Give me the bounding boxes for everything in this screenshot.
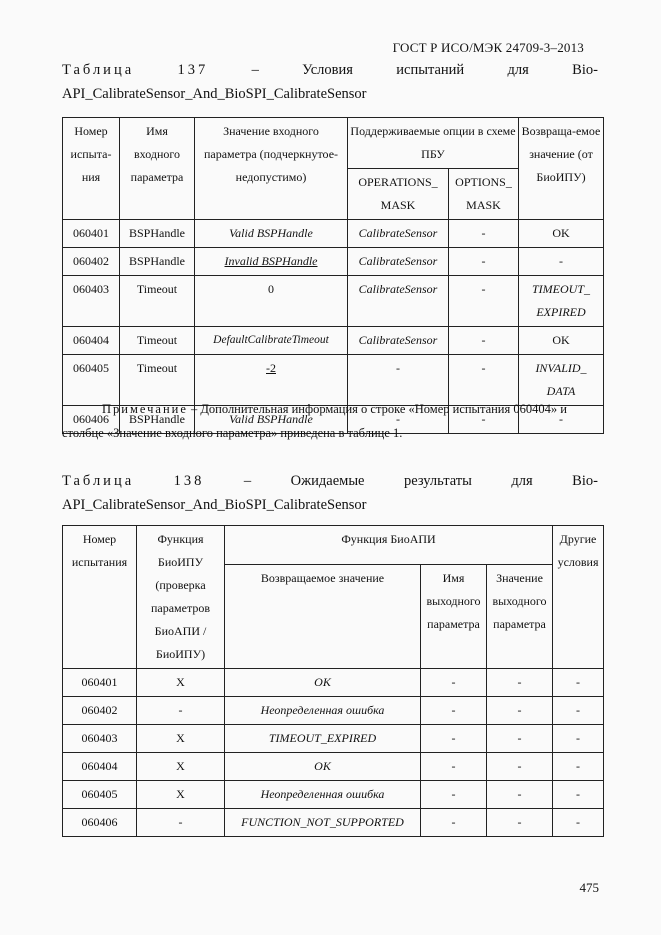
cell-other: - [553,753,604,781]
cell-name: - [421,781,487,809]
cell-name: BSPHandle [120,248,195,276]
cell-no: 060404 [63,327,120,355]
cell-spi: - [137,697,225,725]
cell-spi: X [137,781,225,809]
cell-ret: INVALID_ DATA [519,355,604,406]
caption-line2: API_CalibrateSensor_And_BioSPI_CalibrateSensor [62,86,367,102]
header-spi-func: Функция БиоИПУ (проверка параметров БиоАПИ /БиоИПУ) [137,526,225,669]
header-out-value: Значение выходного параметра [487,565,553,669]
caption-word: для [511,473,533,489]
cell-ops: CalibrateSensor [348,248,449,276]
cell-opt: - [449,355,519,406]
table-row [63,809,604,837]
cell-value: Invalid BSPHandle [195,248,348,276]
cell-value: DefaultCalibrateTimeout [195,327,348,355]
cell-name: - [421,753,487,781]
table-row [63,327,604,355]
caption-word: испытаний [396,62,465,78]
cell-no: 060405 [63,355,120,406]
cell-no: 060403 [63,725,137,753]
cell-no: 060401 [63,220,120,248]
table138-caption [62,473,598,514]
table-row [63,781,604,809]
header-test-no: Номер испыта-ния [63,118,120,220]
cell-opt: - [449,327,519,355]
cell-ret: TIMEOUT_ EXPIRED [519,276,604,327]
cell-spi: - [137,809,225,837]
cell-name: - [421,669,487,697]
caption-word: Условия [302,62,353,78]
page-number: 475 [579,880,599,895]
table-row [63,725,604,753]
cell-name: - [421,697,487,725]
table-row [63,220,604,248]
cell-no: 060403 [63,276,120,327]
caption-word: Таблица [62,62,135,78]
cell-val: - [487,669,553,697]
cell-name: Timeout [120,276,195,327]
header-options: Поддерживаемые опции в схеме ПБУ [348,118,519,169]
caption-word: Bio- [572,473,598,489]
cell-ret: Неопределенная ошибка [225,781,421,809]
table-note [62,397,602,445]
cell-val: - [487,725,553,753]
cell-value: Valid BSPHandle [195,220,348,248]
header-test-no: Номер испытания [63,526,137,669]
header-other: Другие условия [553,526,604,669]
table-138 [62,525,604,837]
caption-word: Bio- [572,62,598,78]
cell-no: 060404 [63,753,137,781]
table-row [63,753,604,781]
table-header-row [63,526,604,565]
caption-word: 137 [177,62,209,78]
note-label: Примечание [102,402,188,416]
caption-word: – [243,473,252,489]
note-text: – Дополнительная информация о строке «Номер испытания 060404» и столбце «Значение входного параметра» приведена в таблице 1. [62,402,567,440]
table-137 [62,117,604,434]
cell-spi: X [137,725,225,753]
document-header: ГОСТ Р ИСО/МЭК 24709-3–2013 [392,40,584,55]
caption-word: Таблица [62,473,135,489]
cell-ret: OK [225,669,421,697]
header-out-name: Имя выходного параметра [421,565,487,669]
header-api-func: Функция БиоАПИ [225,526,553,565]
caption-word: результаты [404,473,472,489]
header-param-name: Имя входного параметра [120,118,195,220]
cell-other: - [553,809,604,837]
cell-other: - [553,725,604,753]
cell-no: 060406 [63,809,137,837]
cell-spi: X [137,753,225,781]
header-operations-mask: OPERATIONS_ MASK [348,169,449,220]
cell-val: - [487,809,553,837]
caption-word: 138 [173,473,205,489]
cell-other: - [553,669,604,697]
header-return-value: Возвращаемое значение [225,565,421,669]
cell-no: 060401 [63,669,137,697]
caption-word: Ожидаемые [290,473,365,489]
cell-ret: FUNCTION_NOT_SUPPORTED [225,809,421,837]
header-return: Возвраща-емое значение (от БиоИПУ) [519,118,604,220]
caption-word: для [507,62,529,78]
cell-ops: - [348,355,449,406]
cell-name: Timeout [120,327,195,355]
cell-name: Timeout [120,355,195,406]
cell-name: BSPHandle [120,406,195,434]
cell-ret: OK [519,220,604,248]
cell-spi: X [137,669,225,697]
cell-ret: - [519,406,604,434]
cell-ops: CalibrateSensor [348,276,449,327]
cell-opt: - [449,276,519,327]
cell-other: - [553,697,604,725]
cell-name: - [421,725,487,753]
cell-ret: OK [225,753,421,781]
cell-val: - [487,753,553,781]
cell-ops: CalibrateSensor [348,327,449,355]
table-row [63,248,604,276]
cell-name: - [421,809,487,837]
cell-value: Valid BSPHandle [195,406,348,434]
table137-caption [62,62,598,103]
cell-no: 060402 [63,697,137,725]
table-row [63,697,604,725]
cell-value: -2 [195,355,348,406]
cell-no: 060402 [63,248,120,276]
cell-ops: CalibrateSensor [348,220,449,248]
cell-other: - [553,781,604,809]
cell-opt: - [449,220,519,248]
cell-ret: - [519,248,604,276]
cell-val: - [487,697,553,725]
cell-ret: OK [519,327,604,355]
cell-opt: - [449,406,519,434]
header-param-value: Значение входного параметра (подчеркнутое-недопустимо) [195,118,348,220]
table-row [63,276,604,327]
caption-line2: API_CalibrateSensor_And_BioSPI_CalibrateSensor [62,497,367,513]
header-options-mask: OPTIONS_ MASK [449,169,519,220]
cell-ops: - [348,406,449,434]
table-header-row [63,118,604,169]
cell-no: 060405 [63,781,137,809]
caption-word: – [251,62,259,78]
cell-ret: Неопределенная ошибка [225,697,421,725]
cell-opt: - [449,248,519,276]
cell-no: 060406 [63,406,120,434]
cell-ret: TIMEOUT_EXPIRED [225,725,421,753]
cell-value: 0 [195,276,348,327]
cell-val: - [487,781,553,809]
table-row [63,669,604,697]
cell-name: BSPHandle [120,220,195,248]
